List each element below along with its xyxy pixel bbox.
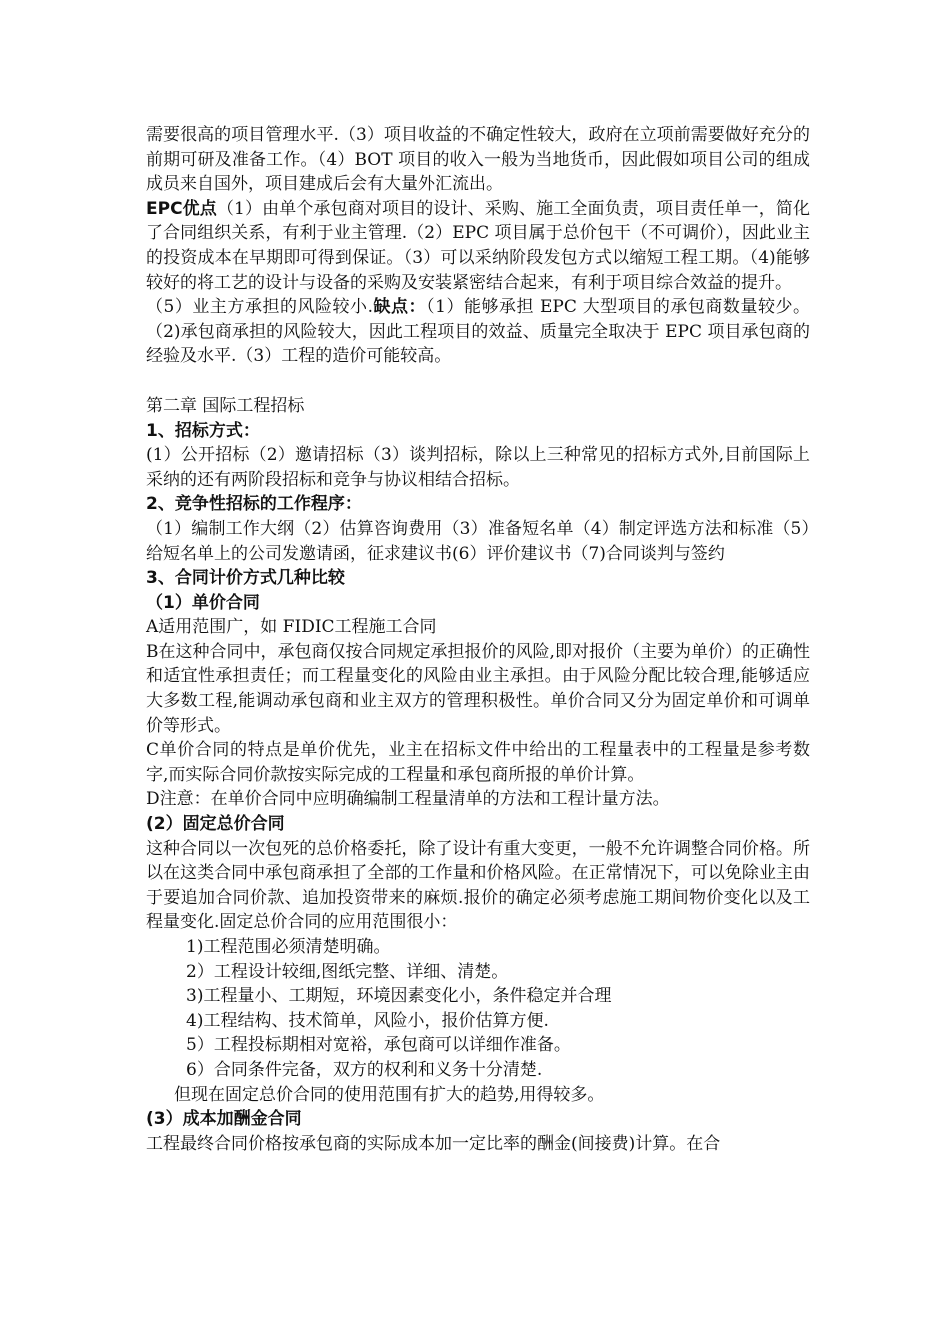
epc-disadvantages-text: （1）能够承担 EPC 大型项目的承包商数量较少。（2)承包商承担的风险较大，因此工程项目的效益、质量完全取决于 EPC 项目承包商的经验及水平.（3）工程的造价可能较高。 xyxy=(146,297,811,367)
epc-advantages-text: （1）由单个承包商对项目的设计、采购、施工全面负责，项目责任单一，简化了合同组织关系，有利于业主管理.（2）EPC 项目属于总价包干（不可调价），因此业主的投资成本在早期即可得到保证。（3）可以采纳阶段发包方式以缩短工程工期。（4)能够较好的将工艺的设计与设备的采购及安装紧密结合起来，有利于项目综合效益的提升。 xyxy=(146,198,810,293)
section-gap xyxy=(146,369,810,394)
list-item: 1)工程范围必须清楚明确。 xyxy=(186,937,391,957)
paragraph-epc-disadvantages xyxy=(146,295,810,369)
paragraph-fixed-lump-sum: 这种合同以一次包死的总价格委托，除了设计有重大变更，一般不允许调整合同价格。所以在这类合同中承包商承担了全部的工作量和价格风险。在正常情况下，可以免除业主由于要追加合同价款、追加投资带来的麻烦.报价的确定必须考虑施工期间物价变化以及工程量变化.固定总价合同的应用范围很小： xyxy=(146,838,810,933)
unit-price-point-c: C单价合同的特点是单价优先，业主在招标文件中给出的工程量表中的工程量是参考数字,而实际合同价款按实际完成的工程量和承包商所报的单价计算。 xyxy=(146,740,810,785)
heading-competitive-procedure: 2、竞争性招标的工作程序： xyxy=(146,494,362,515)
list-item: 6）合同条件完备，双方的权利和义务十分清楚. xyxy=(186,1059,543,1080)
paragraph-bidding-methods: (1）公开招标（2）邀请招标（3）谈判招标，除以上三种常见的招标方式外,目前国际上采纳的还有两阶段招标和竞争与协议相结合招标。 xyxy=(146,445,810,490)
list-item: 4)工程结构、技术简单，风险小，报价估算方便. xyxy=(186,1010,549,1031)
document-body xyxy=(146,123,810,1156)
chapter-title: 第二章 国际工程招标 xyxy=(146,395,305,416)
unit-price-point-a: A适用范围广，如 FIDIC工程施工合同 xyxy=(146,617,437,638)
list-item: 2）工程设计较细,图纸完整、详细、清楚。 xyxy=(186,961,509,982)
epc-advantages-label: EPC优点 xyxy=(146,198,217,219)
unit-price-point-b: B在这种合同中，承包商仅按合同规定承担报价的风险,即对报价（主要为单价）的正确性和适宜性承担责任；而工程量变化的风险由业主承担。由于风险分配比较合理,能够适应大多数工程,能调动承包商和业主双方的管理积极性。单价合同又分为固定单价和可调单价等形式。 xyxy=(146,641,810,736)
paragraph-cost-plus-fee: 工程最终合同价格按承包商的实际成本加一定比率的酬金(间接费)计算。在合 xyxy=(146,1133,721,1154)
subheading-unit-price-contract: （1）单价合同 xyxy=(146,592,260,613)
subheading-fixed-lump-sum: (2）固定总价合同 xyxy=(146,814,285,835)
epc-point-5: （5）业主方承担的风险较小. xyxy=(146,297,373,318)
heading-bidding-methods: 1、招标方式： xyxy=(146,420,260,441)
paragraph-epc-advantages xyxy=(146,197,810,295)
paragraph-fixed-lump-sum-trend: 但现在固定总价合同的使用范围有扩大的趋势,用得较多。 xyxy=(174,1084,605,1105)
paragraph-bot-disadvantages: 需要很高的项目管理水平.（3）项目收益的不确定性较大，政府在立项前需要做好充分的前期可研及准备工作。（4）BOT 项目的收入一般为当地货币，因此假如项目公司的组成成员来自国外，项目建成后会有大量外汇流出。 xyxy=(146,125,810,195)
unit-price-point-d: D注意：在单价合同中应明确编制工程量清单的方法和工程计量方法。 xyxy=(146,789,670,810)
subheading-cost-plus-fee: (3）成本加酬金合同 xyxy=(146,1109,302,1130)
heading-pricing-comparison: 3、合同计价方式几种比较 xyxy=(146,568,345,589)
list-item: 3)工程量小、工期短，环境因素变化小，条件稳定并合理 xyxy=(186,986,612,1007)
list-item: 5）工程投标期相对宽裕，承包商可以详细作准备。 xyxy=(186,1035,571,1056)
paragraph-competitive-procedure: （1）编制工作大纲（2）估算咨询费用（3）准备短名单（4）制定评选方法和标准（5）给短名单上的公司发邀请函，征求建议书(6）评价建议书（7)合同谈判与签约 xyxy=(146,518,810,564)
epc-disadvantages-label: 缺点： xyxy=(373,297,427,318)
